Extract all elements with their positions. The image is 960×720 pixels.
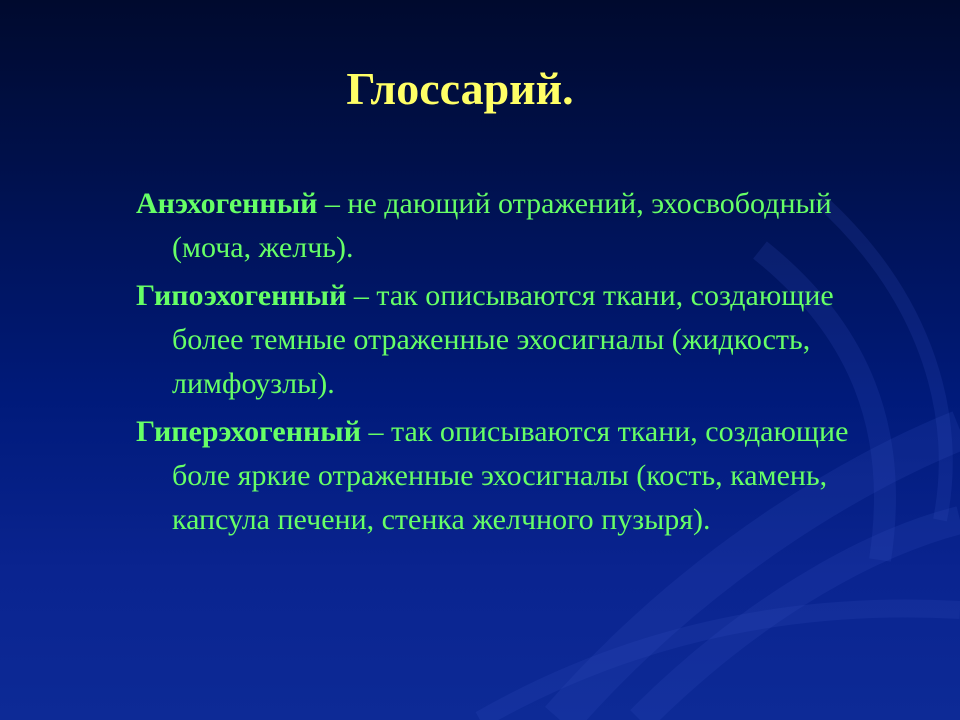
glossary-term: Гипоэхогенный — [136, 279, 347, 312]
glossary-term: Гиперэхогенный — [136, 415, 361, 448]
glossary-entry-hyperechoic — [136, 410, 896, 542]
glossary-entry-anechoic — [136, 182, 896, 270]
glossary-definition: – так описываются ткани, создающие боле яркие отраженные эхосигналы (кость, камень, капсула печени, стенка желчного пузыря). — [172, 415, 849, 536]
glossary-list — [136, 182, 896, 546]
glossary-definition: – так описываются ткани, создающие более темные отраженные эхосигналы (жидкость, лимфоузлы). — [172, 279, 834, 400]
glossary-entry-hypoechoic — [136, 274, 896, 406]
glossary-term: Анэхогенный — [136, 187, 318, 220]
glossary-definition: – не дающий отражений, эхосвободный (моча, желчь). — [172, 187, 832, 264]
slide-title: Глоссарий. — [346, 63, 574, 114]
